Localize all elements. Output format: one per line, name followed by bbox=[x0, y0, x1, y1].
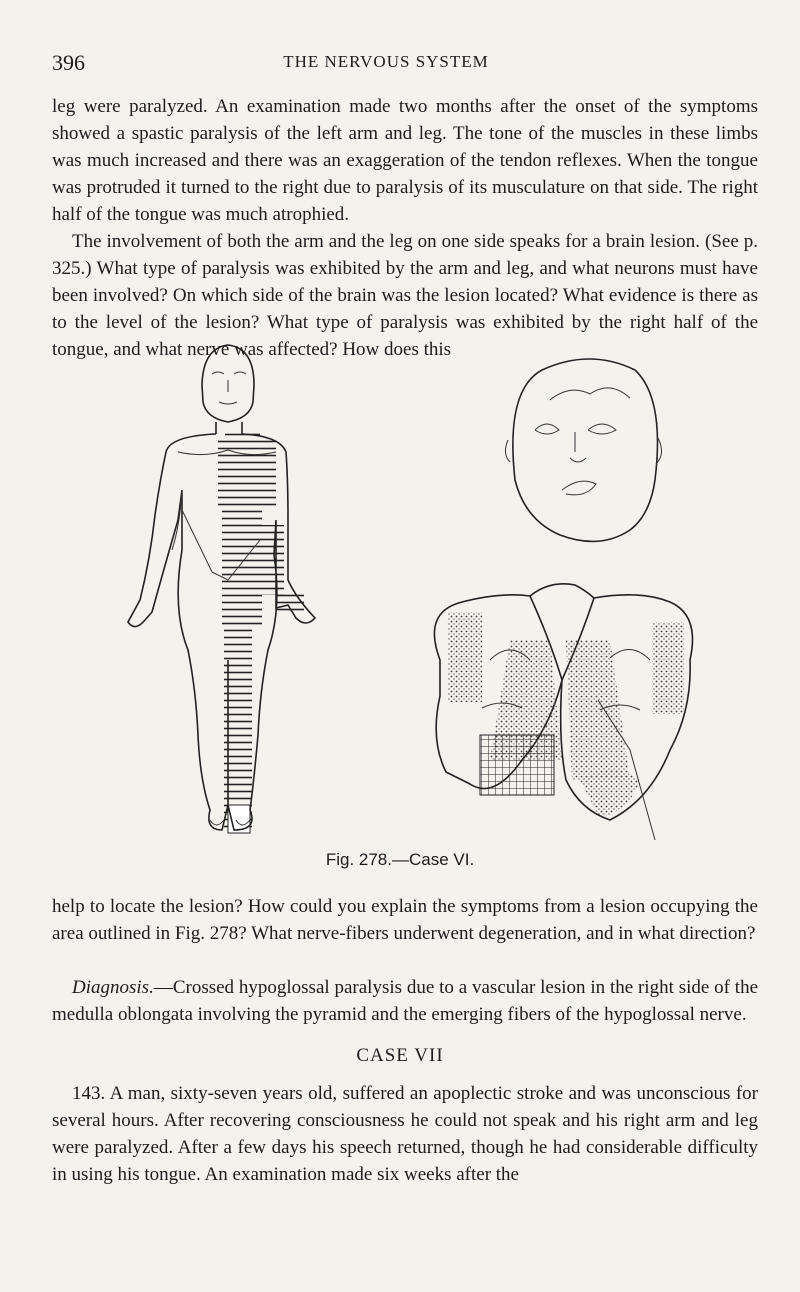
figure-278 bbox=[110, 340, 720, 840]
paragraph-1: leg were paralyzed. An examination made two months after the onset of the symptoms showed a spastic paralysis of the left arm and leg. The tone of the muscles in these limbs was much increased and there was an exaggeration of the tendon reflexes. When the tongue was protruded it turned to the right due to paralysis of its musculature on that side. The right half of the tongue was much atrophied. bbox=[52, 96, 758, 225]
paragraph-5: 143. A man, sixty-seven years old, suffered an apoplectic stroke and was unconscious for several hours. After recovering consciousness he could not speak and his right arm and leg were paralyzed. After a few days his speech returned, though he had considerable difficulty in using his tongue. An examination made six weeks after the bbox=[52, 1083, 758, 1185]
page-number: 396 bbox=[52, 50, 85, 75]
body-diagram bbox=[128, 345, 315, 833]
figure-caption: Fig. 278.—Case VI. bbox=[325, 850, 475, 869]
diagnosis-text: —Crossed hypoglossal paralysis due to a vascular lesion in the right side of the medulla oblongata involving the pyramid and the emerging fibers of the hypoglossal nerve. bbox=[52, 977, 758, 1025]
case-heading: CASE VII bbox=[356, 1045, 444, 1066]
page-header bbox=[52, 50, 720, 80]
paragraph-2: The involvement of both the arm and the leg on one side speaks for a brain lesion. (See p. 325.) What type of paralysis was exhibited by the arm and leg, and what neurons must have been involved? On which side of the brain was the lesion located? What evidence is there as to the level of the lesion? What type of paralysis was exhibited by the right half of the tongue, and what nerve was affected? How does this bbox=[52, 231, 758, 360]
diagnosis-label: Diagnosis. bbox=[72, 977, 154, 998]
face-diagram bbox=[505, 359, 661, 541]
medulla-section-diagram bbox=[434, 584, 692, 840]
figure-illustration bbox=[110, 340, 720, 840]
diagnosis-paragraph bbox=[52, 974, 758, 1028]
running-head: THE NERVOUS SYSTEM bbox=[283, 52, 489, 71]
paragraph-3: help to locate the lesion? How could you explain the symptoms from a lesion occupying the area outlined in Fig. 278? What nerve-fibers underwent degeneration, and in what direction? bbox=[52, 896, 758, 944]
